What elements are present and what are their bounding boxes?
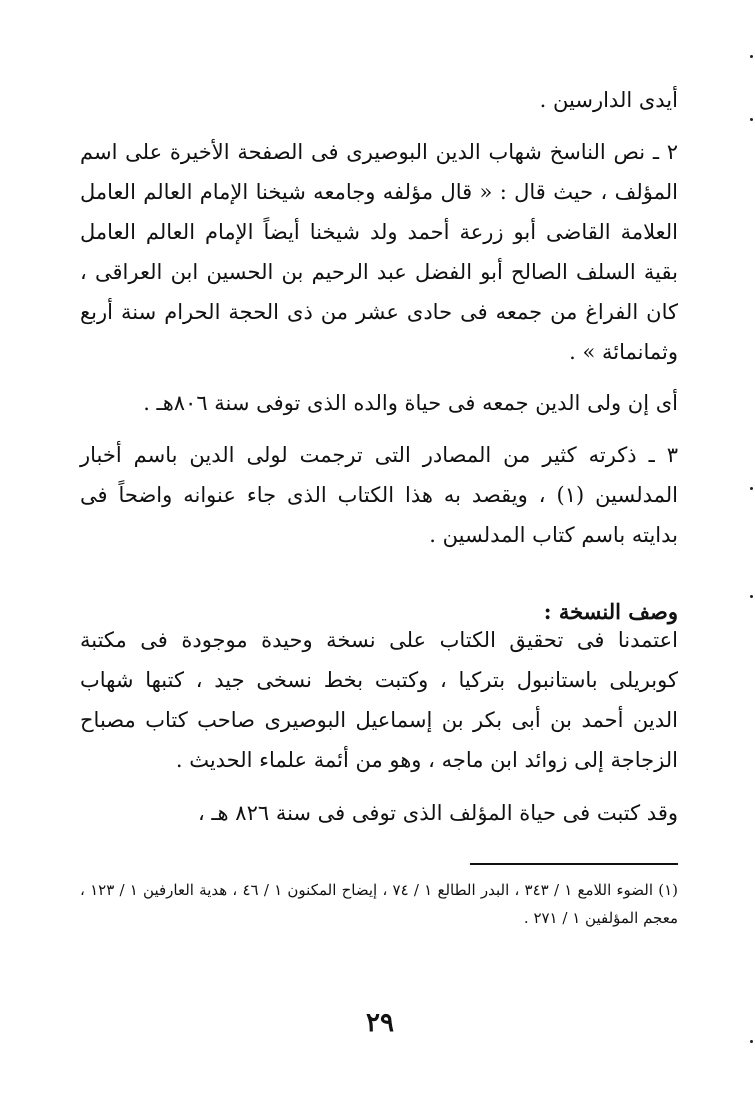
paragraph-item-3 xyxy=(80,435,678,555)
last-line-text: وقد كتبت فى حياة المؤلف الذى توفى فى سنة ٨٢٦ هـ ، xyxy=(197,801,678,825)
paragraph-last-line xyxy=(80,793,678,833)
scan-edge-mark xyxy=(750,55,753,58)
item-3-text xyxy=(80,435,678,555)
paragraph-continuation xyxy=(80,80,678,120)
item-3-text-after: ، ويقصد به هذا الكتاب الذى جاء عنوانه واضحاً فى بدايته باسم كتاب المدلسين . xyxy=(80,483,678,547)
paragraph-item-2 xyxy=(80,132,678,372)
footnote-reference: (١) xyxy=(556,483,585,507)
scan-edge-mark xyxy=(750,487,753,490)
item-3-text-before: ٣ ـ ذكرته كثير من المصادر التى ترجمت لولى الدين باسم أخبار المدلسين xyxy=(80,443,678,507)
scan-edge-mark xyxy=(750,1040,753,1043)
footnote-divider xyxy=(470,863,678,865)
continuation-text: أيدى الدارسين . xyxy=(539,88,678,112)
footnote xyxy=(80,876,678,932)
description-text: اعتمدنا فى تحقيق الكتاب على نسخة وحيدة موجودة فى مكتبة كوبريلى باستانبول بتركيا ، وكتبت بخط نسخى جيد ، كتبها شهاب الدين أحمد بن أبى بكر بن إسماعيل البوصيرى صاحب كتاب مصباح الزجاجة إلى زوائد ابن ماجه ، وهو من أئمة علماء الحديث . xyxy=(80,628,678,772)
section-heading-manuscript-description: وصف النسخة : xyxy=(543,599,678,624)
paragraph-note xyxy=(80,383,678,423)
scan-edge-mark xyxy=(750,595,753,598)
page-number: ٢٩ xyxy=(366,1008,394,1038)
paragraph-description xyxy=(80,620,678,780)
scan-edge-mark xyxy=(750,118,753,121)
item-2-text: ٢ ـ نص الناسخ شهاب الدين البوصيرى فى الصفحة الأخيرة على اسم المؤلف ، حيث قال : « قال مؤلفه وجامعه شيخنا الإمام العالم العامل العلامة القاضى أبو زرعة أحمد ولد شيخنا أيضاً الإمام العالم العامل بقية السلف الصالح أبو الفضل عبد الرحيم بن الحسين ابن العراقى ، كان الفراغ من جمعه فى حادى عشر من ذى الحجة الحرام سنة أربع وثمانمائة » . xyxy=(80,140,678,364)
note-text: أى إن ولى الدين جمعه فى حياة والده الذى توفى سنة ٨٠٦هـ . xyxy=(143,391,678,415)
footnote-text: (١) الضوء اللامع ١ / ٣٤٣ ، البدر الطالع ١ / ٧٤ ، إيضاح المكنون ١ / ٤٦ ، هدية العارفين ١ / ١٢٣ ، معجم المؤلفين ١ / ٢٧١ . xyxy=(80,881,679,927)
